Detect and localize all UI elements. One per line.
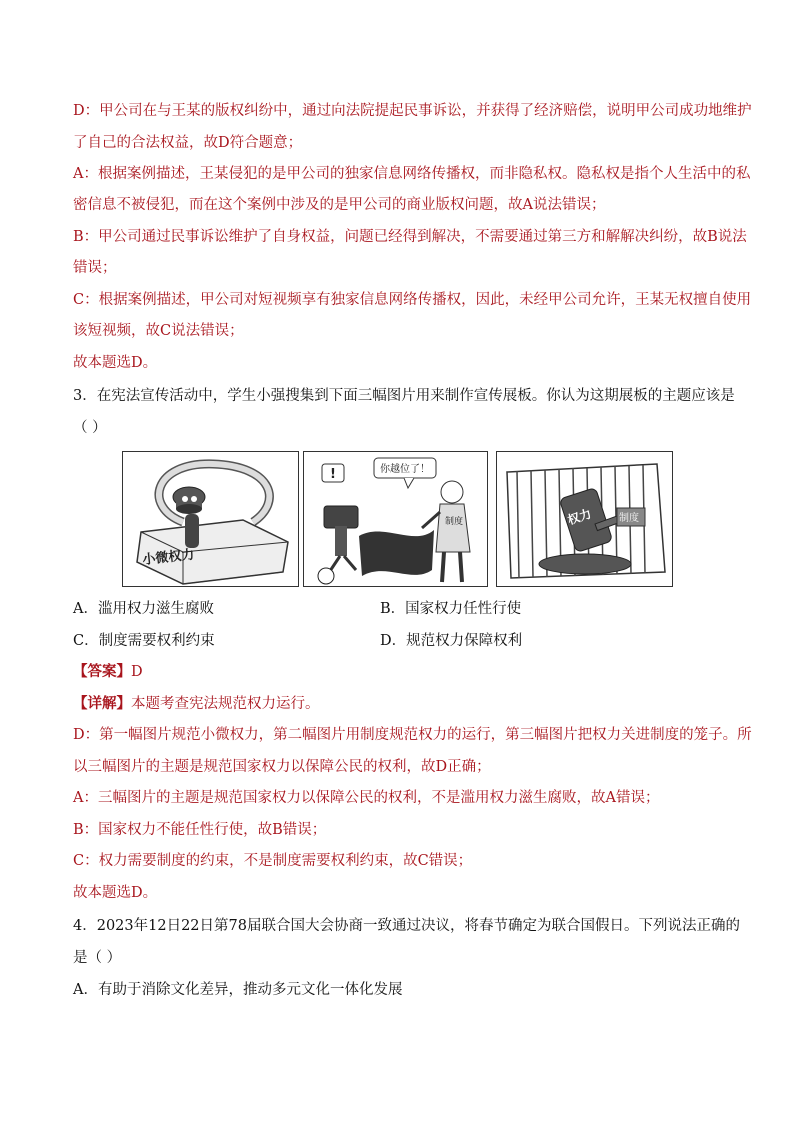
q2-a-line2: 密信息不被侵犯，而在这个案例中涉及的是甲公司的商业版权问题，故A说法错误； — [73, 197, 606, 213]
q3-d-line1: D：第一幅图片规范小微权力，第二幅图片用制度规范权力的运行，第三幅图片把权力关进制度的笼子。所 — [73, 727, 752, 743]
q2-b-line1: B：甲公司通过民事诉讼维护了自身权益，问题已经得到解决，不需要通过第三方和解解决纠纷，故B说法 — [73, 229, 747, 245]
detail-text: 本题考查宪法规范权力运行。 — [131, 696, 320, 712]
q3-option-d: D．规范权力保障权利 — [380, 633, 523, 649]
q4-stem-line2: 是（ ） — [73, 950, 122, 966]
img1-label: 小微权力 — [141, 547, 196, 568]
img3-gavel: 权力 — [565, 506, 594, 528]
q3-conclusion: 故本题选D。 — [73, 885, 158, 901]
img3-cage: 制度 — [619, 513, 639, 524]
q2-c-line2: 该短视频，故C说法错误； — [73, 323, 244, 339]
q3-stem-line1: 3．在宪法宣传活动中，学生小强搜集到下面三幅图片用来制作宣传展板。你认为这期展板的主题应该是 — [73, 388, 735, 404]
q2-d-line2: 了自己的合法权益，故D符合题意； — [73, 135, 303, 151]
q4-option-a: A．有助于消除文化差异，推动多元文化一体化发展 — [73, 982, 403, 998]
answer-tag: 【答案】 — [73, 663, 131, 680]
q3-stem-line2: （ ） — [73, 420, 107, 436]
img2-exclaim: ! — [330, 467, 336, 482]
img2-speech: 你越位了！ — [380, 464, 430, 475]
q2-c-line1: C：根据案例描述，甲公司对短视频享有独家信息网络传播权，因此，未经甲公司允许，王某无权擅自使用 — [73, 292, 752, 308]
q3-detail — [73, 694, 320, 714]
q4-stem-line1: 4．2023年12日22日第78届联合国大会协商一致通过决议，将春节确定为联合国假日。下列说法正确的 — [73, 918, 740, 934]
q3-a-line: A：三幅图片的主题是规范国家权力以保障公民的权利，不是滥用权力滋生腐败，故A错误； — [73, 790, 660, 806]
answer-value: D — [131, 664, 143, 680]
q3-option-c: C．制度需要权利约束 — [73, 633, 215, 649]
q2-a-line1: A：根据案例描述，王某侵犯的是甲公司的独家信息网络传播权，而非隐私权。隐私权是指个人生活中的私 — [73, 166, 751, 182]
q3-option-b: B．国家权力任性行使 — [380, 601, 522, 617]
img2-shirt: 制度 — [445, 517, 464, 527]
q3-c-line: C：权力需要制度的约束，不是制度需要权利约束，故C错误； — [73, 853, 473, 869]
q3-answer — [73, 662, 143, 682]
q3-b-line: B：国家权力不能任性行使，故B错误； — [73, 822, 327, 838]
cartoon-power-in-cage — [496, 451, 673, 587]
q2-b-line2: 错误； — [73, 260, 117, 276]
cartoon-offside-referee — [303, 451, 488, 587]
q3-option-a: A．滥用权力滋生腐败 — [73, 601, 214, 617]
cartoon-small-power — [122, 451, 299, 587]
q3-d-line2: 以三幅图片的主题是规范国家权力以保障公民的权利，故D正确； — [73, 759, 491, 775]
q2-d-line1: D：甲公司在与王某的版权纠纷中，通过向法院提起民事诉讼，并获得了经济赔偿，说明甲公司成功地维护 — [73, 103, 752, 119]
q2-conclusion: 故本题选D。 — [73, 355, 158, 371]
detail-tag: 【详解】 — [73, 695, 131, 712]
